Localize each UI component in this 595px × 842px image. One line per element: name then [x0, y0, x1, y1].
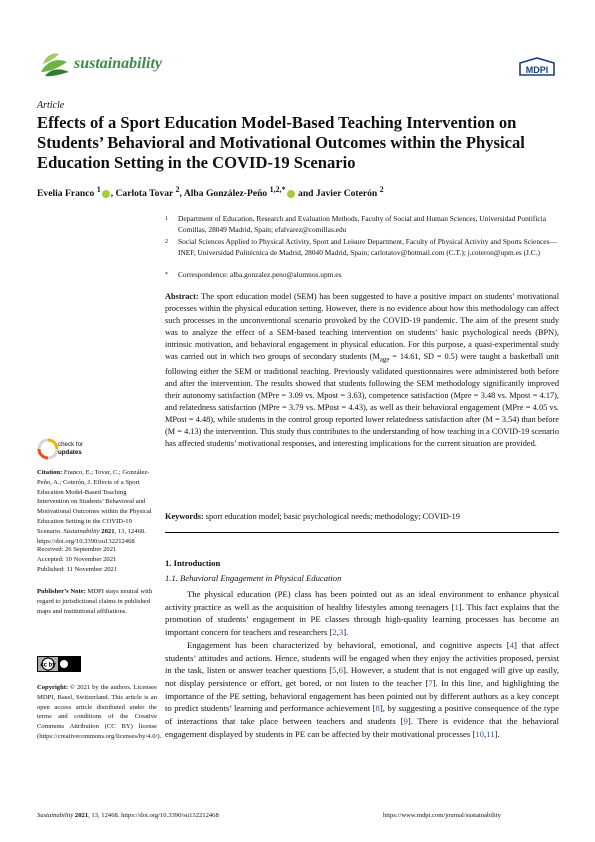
publisher-note [37, 587, 157, 616]
journal-name[interactable]: sustainability [74, 55, 163, 72]
check-updates-line1: check for [58, 441, 84, 448]
abstract-text-cont: = 14.61, SD = 0.5) were taught a basketball unit following either the SEM or traditional teaching. Previously validated questionnaires were administered both before and after the intervention. The results showed that students following the SEM methodology significantly improved their autonomy satisfaction (MPre = 3.09 vs. Mpost = 3.63), competence satisfaction (Mpre = 3.48 vs. Mpost = 4.17), and relatedness satisfaction (MPre = 3.79 vs. MPost = 4.43), as well as their behavioral engagement (MPre = 4.05 vs. MPost = 4.48), while students in the control group reported lower relatedness satisfaction after (M = 3.54) than before (M = 4.13) the intervention. This study thus contributes to the understanding of how teaching in a COVID-19 scenario has affected students’ motivational responses, and interesting implications for the current situation are provided. [165, 351, 559, 448]
reference-link[interactable]: 4 [509, 639, 514, 650]
author-list [37, 185, 567, 199]
paragraph-text: ]. [494, 728, 500, 739]
abstract-subscript: age [379, 356, 390, 364]
paragraph-text: ]. In this line, and highlighting the importance of the PE setting, behavioral engagement has been pointed out by different authors as a key concept to predict students’ learning and performance achievement [ [165, 677, 559, 714]
keywords [165, 512, 559, 521]
mdpi-logo-text: MDPI [525, 65, 549, 75]
affiliation-2 [165, 237, 565, 258]
mdpi-logo[interactable] [516, 57, 558, 79]
footer-doi[interactable]: , 13, 12468. https://doi.org/10.3390/su132212468 [88, 812, 219, 819]
paragraph-text: , [336, 665, 339, 676]
citation-doi[interactable]: , 13, 12468. https://doi.org/10.3390/su132212468 [37, 527, 146, 545]
footer-citation [37, 812, 219, 819]
author-separator: , [179, 188, 184, 200]
author-affiliation-sup: 2 [379, 185, 384, 194]
author-name: Javier Coterón [315, 188, 380, 200]
cc-logo-text: cc by [40, 662, 56, 669]
paragraph-text: ], by suggesting a positive consequence of the type of interactions that take place between teachers and students [ [165, 703, 560, 727]
reference-link[interactable]: 10 [475, 728, 485, 739]
reference-link[interactable]: 8 [375, 703, 380, 714]
check-updates-line2: updates [58, 449, 82, 456]
reference-link[interactable]: 5 [332, 665, 337, 676]
paragraph-text: , [484, 728, 487, 739]
reference-link[interactable]: 6 [338, 665, 343, 676]
paragraph [165, 639, 559, 741]
paragraph-text: ]. This fact explains that the promotion of students’ engagement in PE classes through high-quality learning processes has become an important concern for teachers and researchers [ [165, 601, 559, 638]
correspondence-text[interactable]: Correspondence: alba.gonzalez.peno@alumnos.upm.es [178, 270, 342, 279]
cc-by-icon [37, 656, 81, 672]
paragraph-text: ]. [343, 627, 349, 638]
abstract [165, 291, 559, 449]
publisher-note-label: Publisher’s Note: [37, 588, 86, 595]
citation-block [37, 468, 157, 546]
published-date: Published: 11 November 2021 [37, 565, 118, 573]
copyright-label: Copyright: [37, 684, 69, 691]
article-title: Effects of a Sport Education Model-Based Teaching Intervention on Students’ Behavioral and Motivational Outcomes within the Physical Education Setting in the COVID-19 Scenario [37, 113, 525, 172]
footer-journal: Sustainability [37, 812, 74, 819]
mdpi-logo-icon [516, 57, 558, 79]
author-affiliation-sup: 1 [96, 185, 101, 194]
paragraph-text: ]. There is evidence that the behavioral engagement displayed by students in PE can be affected by their motivational processes [ [165, 716, 559, 739]
copyright-text: © 2021 by the authors. Licensee MDPI, Basel, Switzerland. This article is an open access article distributed under the terms and conditions of the Creative Commons Attribution (CC BY) license (https://creativecommons.org/licenses/by/4.0/). [37, 684, 162, 740]
received-date: Received: 26 September 2021 [37, 546, 117, 553]
abstract-label: Abstract: [165, 292, 199, 301]
author-name: Alba González-Peño [183, 188, 270, 200]
reference-link[interactable]: 11 [486, 728, 495, 739]
subsection-heading: 1.1. Behavioral Engagement in Physical Education [165, 573, 342, 583]
paragraph-text: , [336, 627, 339, 638]
accepted-date: Accepted: 10 November 2021 [37, 555, 117, 563]
citation-text: Franco, E.; Tovar, C.; González-Peño, A.; Coterón, J. Effects of a Sport Education Model-Based Teaching Intervention on Students’ Behavioral and Motivational Outcomes within the Physical Education Setting in the COVID-19 Scenario. [37, 469, 152, 535]
footer-year: 2021 [74, 812, 89, 819]
keywords-divider [165, 532, 559, 533]
reference-link[interactable]: 7 [428, 677, 433, 688]
check-updates-icon [37, 437, 59, 461]
author-name: Carlota Tovar [115, 188, 176, 200]
abstract-text: The sport education model (SEM) has been suggested to have a positive impact on students’ motivational processes within the physical education setting. However, there is no evidence about how this methodology can affect such processes in the unconventional scenario provoked by the COVID-19 pandemic. The aim of the present study was to analyze the effect of a SEM-based teaching intervention on students’ basic psychological needs (BPN), intrinsic motivation, and behavioral engagement in physical education. For this purpose, a quasi-experimental study was carried out in which two groups of secondary students (M [165, 292, 559, 361]
author-separator: and [295, 188, 316, 200]
copyright-block [37, 683, 162, 742]
paragraph-text: ]. However, a student that is not engaged will give up easily, not display persistence or effort, get bored, or not listen to the teacher [ [165, 665, 559, 688]
citation-label: Citation: [37, 469, 63, 476]
citation-year: 2021 [101, 527, 115, 535]
affiliation-text: Social Sciences Applied to Physical Activity, Sport and Leisure Department, Faculty of Physical Activity and Sports Sciences—INEF, Universidad Politécnica de Madrid, 28040 Madrid, Spain; carlotatov@hotmail.com (C.T.); j.coteron@upm.es (J.C.) [178, 237, 557, 257]
affiliation-number: 1 [165, 216, 168, 222]
affiliation-number: * [165, 272, 168, 278]
affiliation-text: Department of Education, Research and Evaluation Methods, Faculty of Social and Human Sciences, Universidad Pontificia Comillas, 28049 Madrid, Spain; efalvarez@comillas.edu [178, 214, 546, 234]
reference-link[interactable]: 3 [338, 627, 344, 638]
keywords-text: sport education model; basic psychological needs; methodology; COVID-19 [203, 512, 460, 521]
keywords-label: Keywords: [165, 512, 204, 521]
cc-by-license-logo[interactable] [37, 656, 81, 672]
paragraph-text: ] that affect students’ attitudes and actions. Hence, students will be engaged when they enjoy the activities proposed, persist in the task, listen or answer teacher questions [ [165, 639, 560, 676]
reference-link[interactable]: 9 [403, 716, 408, 727]
reference-link[interactable]: 2 [332, 627, 337, 638]
affiliation-1 [165, 214, 565, 235]
article-type: Article [37, 100, 65, 111]
paragraph-text: The physical education (PE) class has been pointed out as an ideal environment to enhance physical activity practice as well as the acquisition of healthy lifestyles among teenagers [ [165, 589, 559, 612]
body-text [165, 588, 559, 740]
reference-link[interactable]: 1 [454, 601, 459, 612]
orcid-icon[interactable] [287, 190, 295, 198]
paragraph-text: Engagement has been characterized by behavioral, emotional, and cognitive aspects [ [187, 639, 510, 650]
check-for-updates-badge[interactable] [37, 437, 97, 463]
orcid-icon[interactable] [102, 190, 110, 198]
author-separator: , [110, 188, 116, 200]
author-affiliation-sup: 1,2,* [269, 185, 286, 194]
author-name: Evelia Franco [37, 188, 97, 200]
section-heading: 1. Introduction [165, 558, 221, 568]
author-affiliation-sup: 2 [175, 185, 180, 194]
publisher-note-text: MDPI stays neutral with regard to jurisdictional claims in published maps and institutional affiliations. [37, 588, 153, 615]
citation-journal: Sustainability [63, 527, 100, 535]
dates-block [37, 545, 157, 574]
correspondence [165, 270, 565, 281]
affiliation-number: 2 [165, 239, 168, 245]
footer-journal-url[interactable]: https://www.mdpi.com/journal/sustainability [383, 812, 501, 819]
paragraph [165, 588, 559, 639]
journal-logo-icon [37, 50, 71, 80]
